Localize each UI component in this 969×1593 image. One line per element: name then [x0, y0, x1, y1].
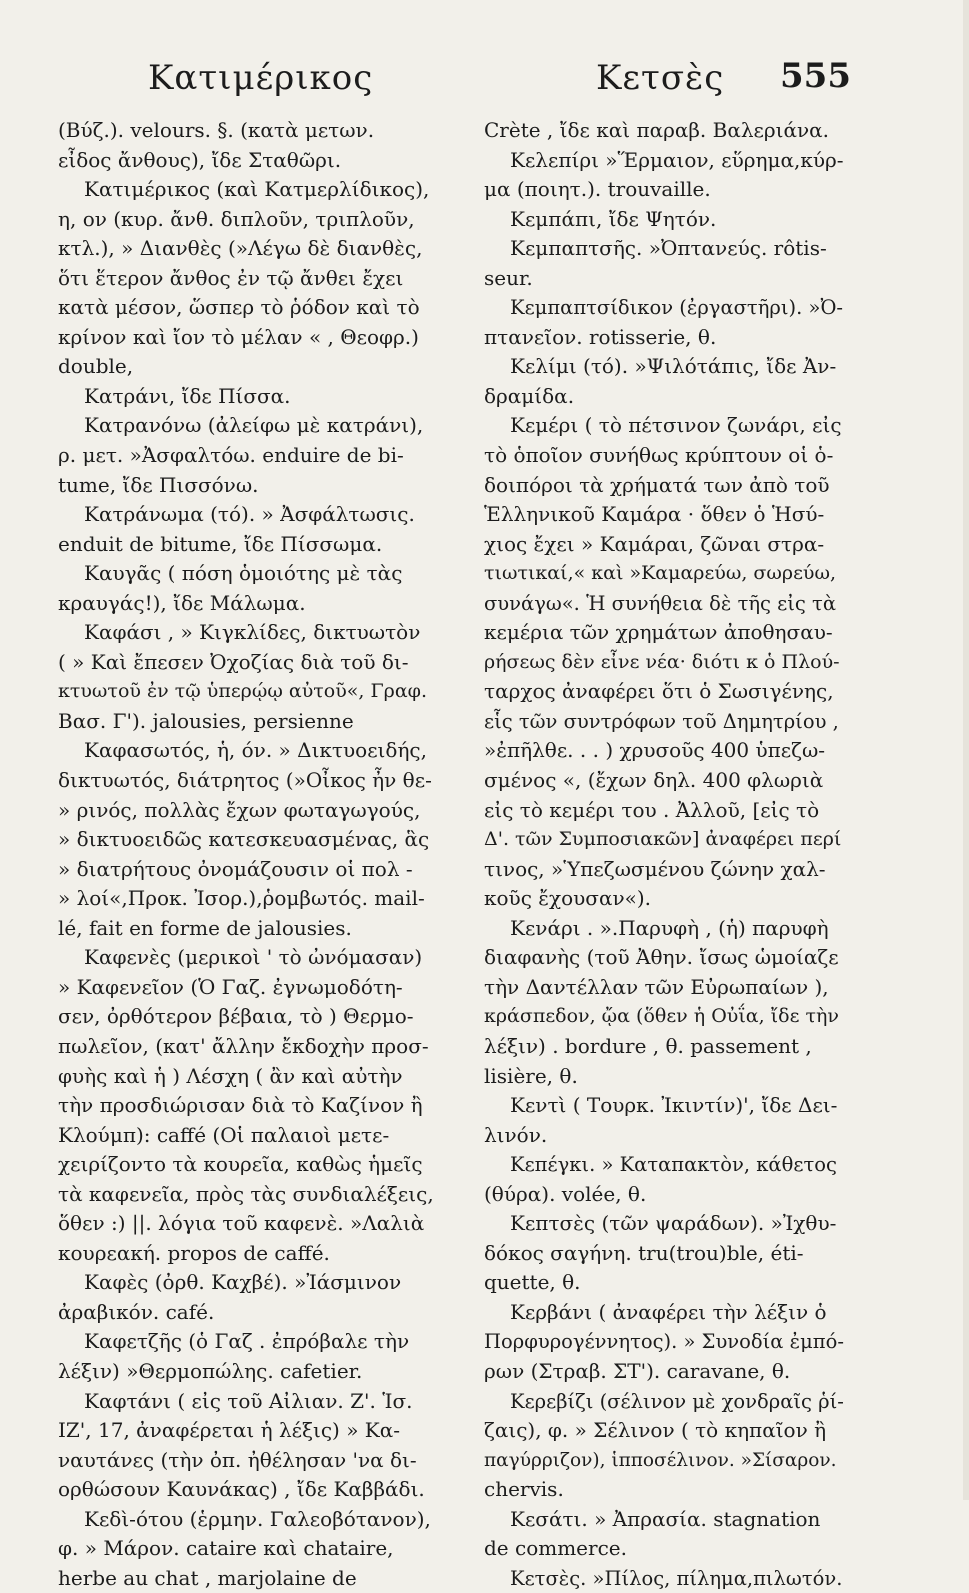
- left-column-line: Κατράνωμα (τό). » Ἀσφάλτωσις.: [84, 502, 415, 527]
- left-column-line: ( » Καὶ ἔπεσεν Ὀχοζίας διὰ τοῦ δι-: [58, 649, 409, 674]
- left-column: [58, 116, 436, 1593]
- right-column-line: Κερβάνι ( ἀναφέρει τὴν λέξιν ὁ: [510, 1299, 827, 1324]
- right-column-line: κεμέρια τῶν χρημάτων ἀποθησαυ-: [484, 620, 833, 645]
- header-left-word: Κατιμέρικος: [148, 58, 374, 98]
- left-column-line: πωλεῖον, (κατ' ἄλλην ἔκδοχὴν προσ-: [58, 1033, 429, 1058]
- left-column-line: tume, ἴδε Πισσόνω.: [58, 472, 259, 497]
- right-column-line: τὸ ὁποῖον συνήθως κρύπτουν οἱ ὁ-: [484, 443, 834, 468]
- right-column-line: quette, θ.: [484, 1270, 581, 1295]
- left-column-line: Καφὲς (ὀρθ. Καχβέ). »Ἰάσμινον: [84, 1270, 402, 1295]
- right-column-line: λινόν.: [484, 1122, 548, 1147]
- right-column-line: Crète , ἴδε καὶ παραβ. Βαλεριάνα.: [484, 118, 830, 142]
- right-column-line: de commerce.: [484, 1536, 627, 1561]
- left-column-line: ορθώσουν Καυνάκας) , ἴδε Καββάδι.: [58, 1477, 425, 1502]
- left-column-line: herbe au chat , marjolaine de: [58, 1565, 357, 1590]
- right-column-line: τιωτικαί,« καὶ »Καμαρεύω, σωρεύω,: [484, 562, 836, 585]
- right-column-line: διαφανὴς (τοῦ Ἀθην. ἴσως ὡμοίαζε: [484, 945, 839, 970]
- right-column-line: εἰς τὸ κεμέρι του . Ἀλλοῦ, [εἰς τὸ: [484, 797, 820, 822]
- left-column-line: Κατρανόνω (ἀλείφω μὲ κατράνι),: [84, 413, 424, 438]
- left-column-line: lé, fait en forme de jalousies.: [58, 915, 352, 940]
- left-column-line: Κεδὶ-ότου (ἑρμην. Γαλεοβότανον),: [84, 1506, 431, 1531]
- left-column-line: » δικτυοειδῶς κατεσκευασμένας, ἃς: [58, 827, 430, 852]
- right-column-line: Κεμπαπτσῆς. »Ὀπτανεύς. rôtis-: [510, 236, 827, 261]
- right-column: [484, 116, 844, 1593]
- right-column-line: Κεμέρι ( τὸ πέτσινον ζωνάρι, εἰς: [510, 413, 842, 438]
- right-column-line: ρήσεως δὲν εἶνε νέα· διότι κ ὁ Πλού-: [484, 650, 840, 673]
- left-column-line: φ. » Μάρον. cataire καὶ chataire,: [58, 1536, 394, 1561]
- right-column-line: Κεσάτι. » Ἀπρασία. stagnation: [510, 1506, 821, 1531]
- left-column-line: κραυγάς!), ἴδε Μάλωμα.: [58, 590, 306, 615]
- left-column-line: ὅτι ἕτερον ἄνθος ἐν τῷ ἄνθει ἔχει: [58, 265, 404, 290]
- left-column-line: κουρεακή. propos de caffé.: [58, 1240, 330, 1265]
- page-header: [0, 58, 969, 108]
- left-column-line: double,: [58, 354, 134, 379]
- left-column-line: Βασ. Γ'). jalousies, persienne: [58, 708, 354, 733]
- right-column-line: δραμίδα.: [484, 383, 575, 408]
- left-column-line: Καφετζῆς (ὁ Γαζ . ἐπρόβαλε τὴν: [84, 1329, 410, 1354]
- right-column-line: »ἐπῆλθε. . . ) χρυσοῦς 400 ὑπεζω-: [484, 738, 826, 763]
- right-column-line: Κετσὲς. »Πίλος, πίλημα,πιλωτόν.: [510, 1566, 843, 1590]
- right-column-line: seur.: [484, 265, 533, 290]
- right-column-line: lisière, θ.: [484, 1063, 578, 1088]
- left-column-line: (Βύζ.). velours. §. (κατὰ μετων.: [58, 118, 375, 142]
- right-column-line: Κεπτσὲς (τῶν ψαράδων). »Ἰχθυ-: [510, 1211, 837, 1236]
- page-number: 555: [780, 56, 851, 96]
- left-column-line: » ρινός, πολλὰς ἔχων φωταγωγούς,: [58, 797, 421, 822]
- right-column-line: δοιπόροι τὰ χρήματά των ἀπὸ τοῦ: [484, 472, 830, 497]
- right-column-line: εἷς τῶν συντρόφων τοῦ Δημητρίου ,: [484, 709, 839, 733]
- left-column-line: τὴν προσδιώρισαν διὰ τὸ Καζίνον ἢ: [58, 1093, 423, 1118]
- left-column-line: ὅθεν :) ||. λόγια τοῦ καφενὲ. »Λαλιὰ: [58, 1211, 425, 1236]
- right-column-line: τινος, »Ὑπεζωσμένου ζώνην χαλ-: [484, 856, 826, 881]
- right-column-line: Κεμπάπι, ἴδε Ψητόν.: [510, 206, 717, 231]
- left-column-line: ρ. μετ. »Ἀσφαλτόω. enduire de bi-: [58, 443, 404, 468]
- right-column-line: μα (ποιητ.). trouvaille.: [484, 177, 711, 202]
- right-column-line: ταρχος ἀναφέρει ὅτι ὁ Σωσιγένης,: [484, 679, 834, 704]
- left-column-line: εἶδος ἄνθους), ἴδε Σταθῶρι.: [58, 147, 342, 172]
- left-column-line: λέξιν) »Θερμοπώλης. cafetier.: [58, 1358, 363, 1383]
- left-column-line: Καφασωτός, ἡ, όν. » Δικτυοειδής,: [84, 738, 427, 763]
- left-column-line: Κλούμπ): caffé (Οἱ παλαιοὶ μετε-: [58, 1122, 390, 1147]
- left-column-line: δικτυωτός, διάτρητος (»Οἶκος ἦν θε-: [58, 768, 432, 793]
- left-column-line: Κατιμέρικος (καὶ Κατμερλίδικος),: [84, 177, 430, 202]
- left-column-line: κατὰ μέσον, ὥσπερ τὸ ῥόδον καὶ τὸ: [58, 295, 420, 320]
- right-column-line: παγύρριζον), ἱπποσέλινον. »Σίσαρον.: [484, 1449, 837, 1471]
- left-column-line: Καφενὲς (μερικοὶ ' τὸ ὠνόμασαν): [84, 945, 423, 970]
- left-column-line: τὰ καφενεῖα, πρὸς τὰς συνδιαλέξεις,: [58, 1181, 434, 1206]
- left-column-line: ΙΖ', 17, ἀναφέρεται ἡ λέξις) » Κα-: [58, 1418, 400, 1443]
- page-edge: [963, 0, 969, 1500]
- right-column-line: Πορφυρογέννητος). » Συνοδία ἐμπό-: [484, 1330, 844, 1354]
- right-column-line: χιος ἔχει » Καμάραι, ζῶναι στρα-: [484, 531, 825, 556]
- left-column-line: κτυωτοῦ ἐν τῷ ὑπερῴῳ αὐτοῦ«, Γραφ.: [58, 680, 427, 703]
- left-column-line: φυὴς καὶ ἡ ) Λέσχη ( ἂν καὶ αὐτὴν: [58, 1063, 403, 1088]
- right-column-line: σμένος «, (ἔχων δηλ. 400 φλωριὰ: [484, 768, 824, 793]
- right-column-line: Ἑλληνικοῦ Καμάρα · ὅθεν ὁ Ἡσύ-: [484, 502, 825, 527]
- right-column-line: Κεντὶ ( Τουρκ. Ἰκιντίν)', ἴδε Δει-: [510, 1093, 838, 1118]
- left-column-line: ναυτάνες (τὴν ὀπ. ἠθέλησαν 'να δι-: [58, 1447, 417, 1472]
- right-column-line: Δ'. τῶν Συμποσιακῶν] ἀναφέρει περί: [484, 828, 842, 851]
- left-column-line: κτλ.), » Διανθὲς (»Λέγω δὲ διανθὲς,: [58, 236, 423, 261]
- right-column-line: (θύρα). volée, θ.: [484, 1181, 647, 1206]
- right-column-line: chervis.: [484, 1477, 564, 1502]
- left-column-line: ἀραβικόν. café.: [58, 1299, 215, 1324]
- left-column-line: χειρίζοντο τὰ κουρεῖα, καθὼς ἡμεῖς: [58, 1152, 423, 1177]
- right-column-line: τὴν Δαντέλλαν τῶν Εὐρωπαίων ),: [484, 974, 829, 999]
- right-column-line: συνάγω«. Ἡ συνήθεια δὲ τῆς εἰς τὰ: [484, 591, 836, 615]
- right-column-line: δόκος σαγήνη. tru(trou)ble, éti-: [484, 1240, 804, 1265]
- left-column-line: » διατρήτους ὀνομάζουσιν οἱ πολ -: [58, 856, 413, 881]
- left-column-line: Καφάσι , » Κιγκλίδες, δικτυωτὸν: [84, 620, 421, 645]
- header-right-word: Κετσὲς: [596, 58, 725, 98]
- left-column-line: » λοί«,Προκ. Ἰσορ.),ῥομβωτός. mail-: [58, 886, 425, 911]
- right-column-line: Κελεπίρι »Ἕρμαιον, εὕρημα,κύρ-: [510, 147, 844, 172]
- right-column-line: ρων (Στραβ. ΣΤ'). caravane, θ.: [484, 1358, 791, 1383]
- left-column-line: enduit de bitume, ἴδε Πίσσωμα.: [58, 531, 383, 556]
- right-column-line: Κεμπαπτσίδικον (ἐργαστῆρι). »Ὀ-: [510, 296, 844, 320]
- right-column-line: κοῦς ἔχουσαν«).: [484, 886, 652, 911]
- left-column-line: Καφτάνι ( εἰς τοῦ Αἰλιαν. Ζ'. Ἱσ.: [84, 1388, 413, 1413]
- left-column-line: κρίνον καὶ ἴον τὸ μέλαν « , Θεοφρ.): [58, 324, 419, 349]
- left-column-line: Κατράνι, ἴδε Πίσσα.: [84, 383, 291, 408]
- right-column-line: λέξιν) . bordure , θ. passement ,: [484, 1033, 812, 1058]
- right-column-line: κράσπεδον, ᾤα (ὅθεν ἡ Οὐΐα, ἴδε τὴν: [484, 1005, 839, 1028]
- right-column-line: πτανεῖον. rotisserie, θ.: [484, 324, 717, 349]
- left-column-line: » Καφενεῖον (Ὁ Γαζ. ἐγνωμοδότη-: [58, 974, 403, 999]
- left-column-line: η, ον (κυρ. ἄνθ. διπλοῦν, τριπλοῦν,: [58, 206, 415, 231]
- right-column-line: ζαις), φ. » Σέλινον ( τὸ κηπαῖον ἢ: [484, 1418, 827, 1443]
- right-column-line: Κερεβίζι (σέλινον μὲ χονδραῖς ῥί-: [510, 1389, 844, 1413]
- left-column-line: σεν, ὀρθότερον βέβαια, τὸ ) Θερμο-: [58, 1004, 414, 1029]
- left-column-line: Καυγᾶς ( πόση ὁμοιότης μὲ τὰς: [84, 561, 403, 586]
- right-column-line: Κελίμι (τό). »Ψιλότάπις, ἴδε Ἀν-: [510, 354, 837, 379]
- right-column-line: Κεπέγκι. » Καταπακτὸν, κάθετος: [510, 1153, 837, 1177]
- right-column-line: Κενάρι . ».Παρυφὴ , (ἡ) παρυφὴ: [510, 915, 829, 940]
